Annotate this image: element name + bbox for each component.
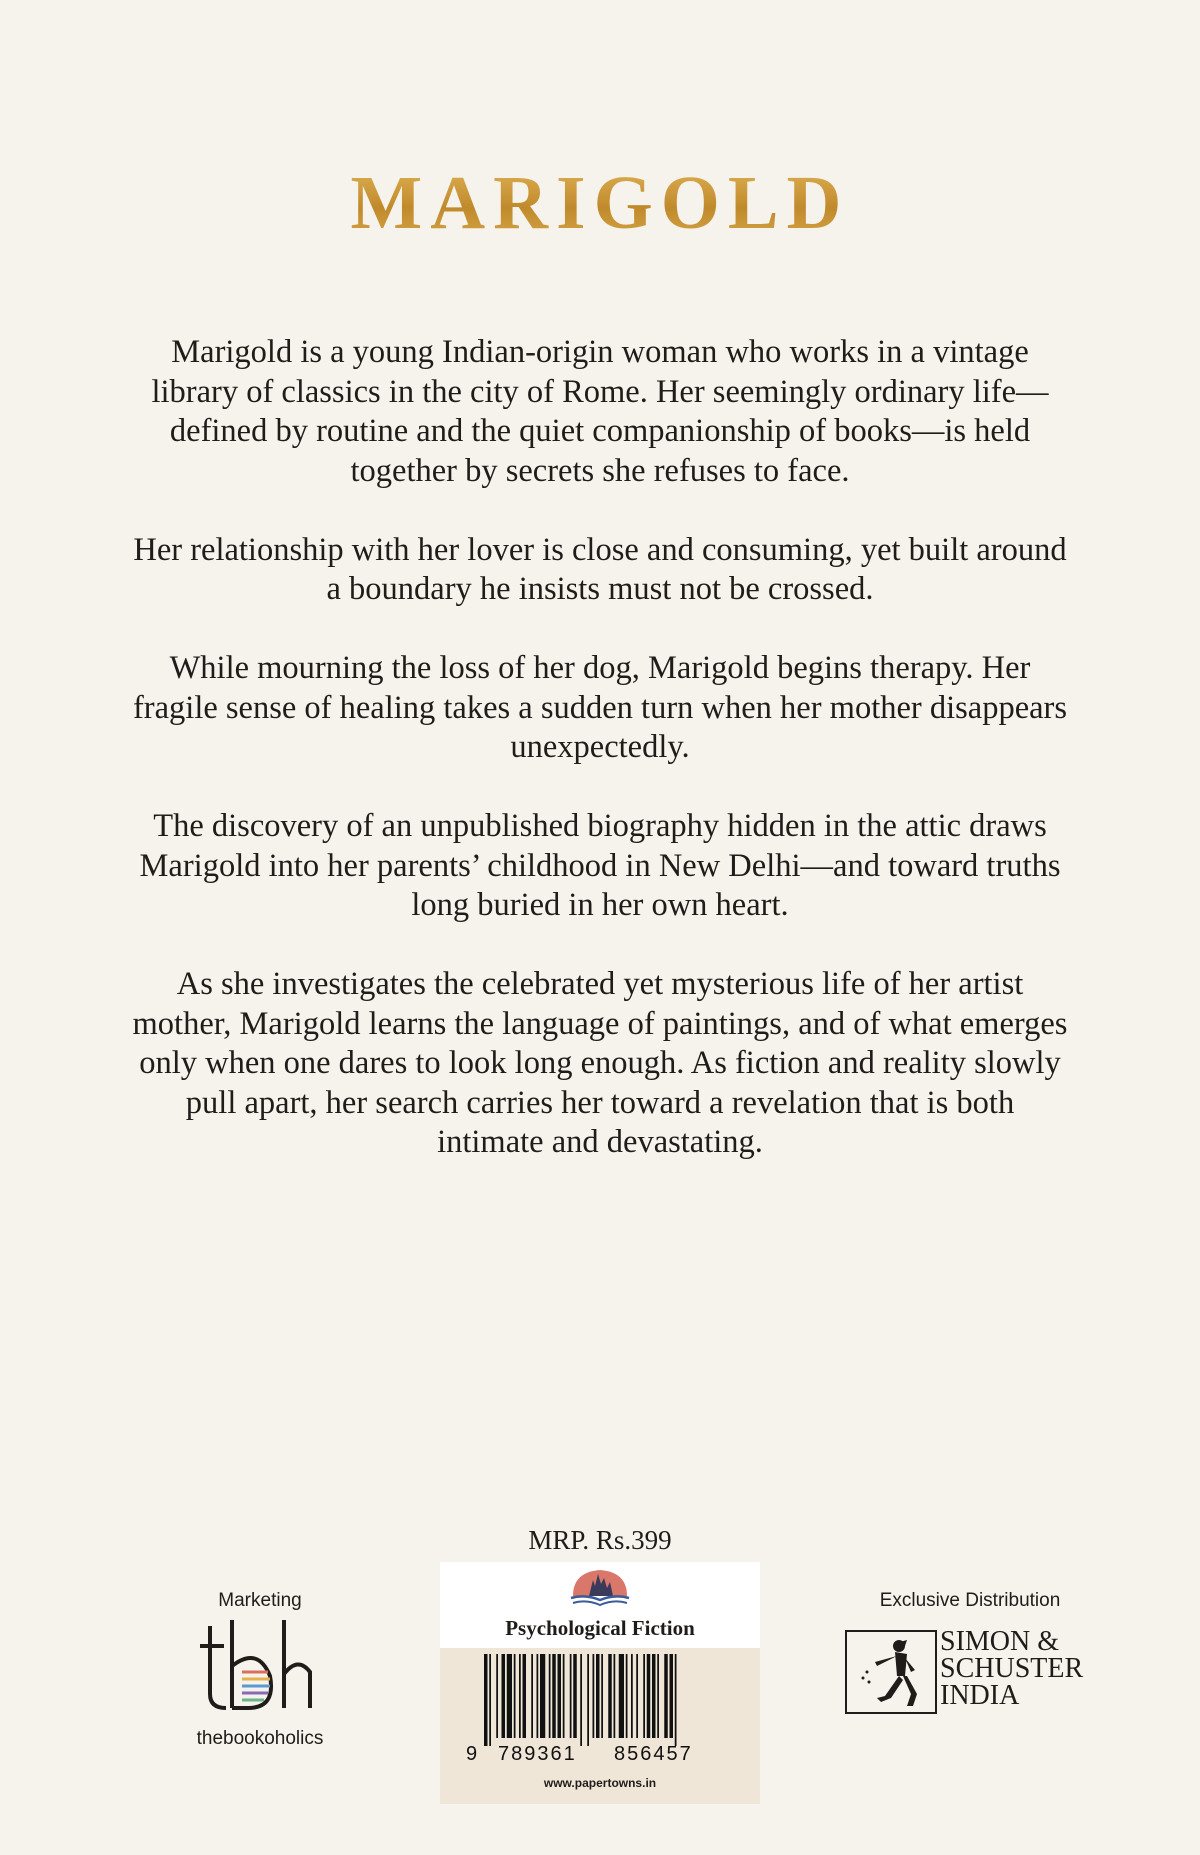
barcode-bar xyxy=(573,1654,577,1738)
barcode-bar xyxy=(601,1654,603,1738)
barcode-bar xyxy=(593,1654,595,1738)
barcode-bar xyxy=(514,1654,516,1738)
isbn-group-2: 856457 xyxy=(614,1743,693,1764)
barcode-bar xyxy=(570,1654,572,1738)
publisher-name xyxy=(940,1628,1083,1709)
book-blurb xyxy=(130,333,1070,1202)
barcode-bar xyxy=(519,1654,521,1738)
barcode-bar xyxy=(631,1654,633,1738)
barcode-bar xyxy=(580,1654,582,1746)
blurb-paragraph: The discovery of an unpublished biography hidden in the attic draws Marigold into her parents’ childhood in New Delhi—and toward truths long buried in her own heart. xyxy=(139,808,1061,923)
barcode-bar xyxy=(608,1654,612,1738)
isbn-barcode xyxy=(464,1654,736,1764)
marketing-company-name: thebookoholics xyxy=(196,1728,324,1749)
barcode-bar xyxy=(549,1654,551,1738)
isbn-prefix: 9 xyxy=(466,1743,478,1764)
barcode-bar xyxy=(563,1654,565,1738)
barcode-bar xyxy=(643,1654,645,1738)
publisher-name-line: INDIA xyxy=(940,1680,1020,1711)
barcode-bar xyxy=(596,1654,600,1738)
barcode-bar xyxy=(619,1654,624,1738)
barcode-bar xyxy=(647,1654,651,1738)
barcode-bar xyxy=(540,1654,545,1738)
barcode-bar xyxy=(484,1654,488,1746)
barcode-bar xyxy=(675,1654,677,1746)
barcode-bar xyxy=(670,1654,674,1738)
barcode-bar xyxy=(537,1654,539,1738)
barcode-bar xyxy=(558,1654,562,1738)
blurb-paragraph: While mourning the loss of her dog, Marigold begins therapy. Her fragile sense of healing takes a sudden turn when her mother disappears unexpectedly. xyxy=(132,650,1068,765)
simon-schuster-logo xyxy=(845,1630,937,1714)
blurb-paragraph: Her relationship with her lover is close and consuming, yet built around a boundary he insists must not be crossed. xyxy=(133,531,1067,607)
barcode-bar xyxy=(636,1654,638,1738)
publisher-book-logo-icon xyxy=(567,1566,633,1608)
blurb-paragraph: As she investigates the celebrated yet mysterious life of her artist mother, Marigold learns the language of paintings, and of what emerges only when one dares to look long enough. As fiction and reality slowly pull apart, her search carries her toward a revelation that is both intimate and devastating. xyxy=(132,966,1068,1160)
barcode-bar xyxy=(657,1654,659,1738)
distribution-label: Exclusive Distribution xyxy=(879,1590,1061,1611)
barcode-bar xyxy=(523,1654,527,1738)
blurb-paragraph: Marigold is a young Indian-origin woman who works in a vintage library of classics in the city of Rome. Her seemingly ordinary life—defined by routine and the quiet companionship of books—is held together by secrets she refuses to face. xyxy=(151,334,1049,489)
genre-label: Psychological Fiction xyxy=(505,1616,695,1640)
barcode-bar xyxy=(552,1654,556,1738)
barcode-bar xyxy=(614,1654,616,1738)
marketing-label: Marketing xyxy=(218,1590,302,1611)
barcode-bar xyxy=(626,1654,628,1738)
barcode-bar xyxy=(531,1654,533,1738)
barcode-bar xyxy=(489,1654,491,1746)
barcode-card xyxy=(440,1562,760,1804)
barcode-bar xyxy=(587,1654,589,1746)
barcode-bar xyxy=(507,1654,512,1738)
publisher-name-line: SCHUSTER xyxy=(940,1653,1084,1684)
barcode-bar xyxy=(502,1654,506,1738)
tbh-logo-icon xyxy=(198,1616,328,1716)
publisher-website: www.papertowns.in xyxy=(543,1776,657,1790)
publisher-name-line: SIMON & xyxy=(940,1626,1060,1657)
isbn-group-1: 789361 xyxy=(498,1743,577,1764)
barcode-bar xyxy=(652,1654,656,1738)
barcode-bar xyxy=(664,1654,668,1738)
genre-header xyxy=(440,1562,760,1648)
barcode-bar xyxy=(496,1654,498,1738)
price-label: MRP. Rs.399 xyxy=(528,1525,672,1555)
sower-icon xyxy=(847,1632,935,1712)
book-title: MARIGOLD xyxy=(0,160,1200,247)
